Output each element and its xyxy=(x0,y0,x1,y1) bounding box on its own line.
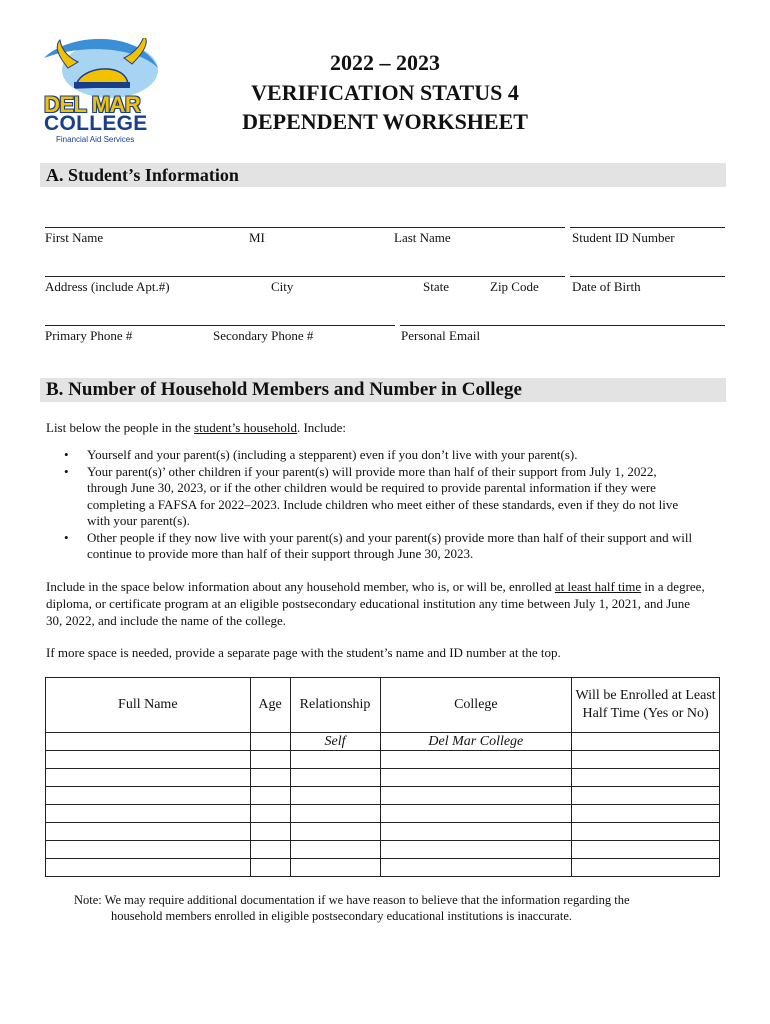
relationship-cell[interactable] xyxy=(290,841,380,859)
name-line[interactable] xyxy=(45,227,565,228)
full-name-cell[interactable] xyxy=(46,751,251,769)
relationship-cell[interactable] xyxy=(290,805,380,823)
dob-line[interactable] xyxy=(570,276,725,277)
bullet-icon: • xyxy=(64,463,69,479)
full-name-cell[interactable] xyxy=(46,733,251,751)
full-name-cell[interactable] xyxy=(46,769,251,787)
zip-label: Zip Code xyxy=(490,279,539,294)
section-b-header xyxy=(40,378,726,402)
list-item: • Yourself and your parent(s) (including a stepparent) even if you don’t live with your parent(s). xyxy=(64,447,578,462)
section-b-title: B. Number of Household Members and Number in College xyxy=(46,379,522,400)
enrolled-cell[interactable] xyxy=(572,805,720,823)
section-a-title: A. Student’s Information xyxy=(46,165,239,185)
enrollment-paragraph: Include in the space below information about any household member, who is, or will be, enrolled at least half time in a degree, diploma, or certificate program at an eligible postsecondary educational institution any time between July 1, 2021, and June 30, 2022, and include the name of the college. xyxy=(46,579,705,628)
title-line-3: DEPENDENT WORKSHEET xyxy=(242,109,528,134)
table-row xyxy=(46,787,720,805)
age-cell[interactable] xyxy=(250,733,290,751)
list-item: • Other people if they now live with your parent(s) and your parent(s) provide more than half of their support and will continue to provide more than half of their support through June 30, 2023. xyxy=(64,529,693,561)
more-space-paragraph: If more space is needed, provide a separate page with the student’s name and ID number at the top. xyxy=(46,645,561,660)
student-id-label: Student ID Number xyxy=(572,230,675,245)
bullet-icon: • xyxy=(64,447,69,462)
dob-label: Date of Birth xyxy=(572,279,641,294)
age-cell[interactable] xyxy=(250,841,290,859)
table-row xyxy=(46,805,720,823)
title-year: 2022 – 2023 xyxy=(330,50,440,75)
full-name-cell[interactable] xyxy=(46,841,251,859)
address-label: Address (include Apt.#) xyxy=(45,279,170,294)
age-cell[interactable] xyxy=(250,805,290,823)
college-cell[interactable]: Del Mar College xyxy=(380,733,572,751)
relationship-cell[interactable] xyxy=(290,769,380,787)
table-row xyxy=(46,859,720,877)
at-least-half-time-link: at least half time xyxy=(554,579,642,594)
header-relationship: Relationship xyxy=(290,678,380,733)
table-row xyxy=(46,751,720,769)
age-cell[interactable] xyxy=(250,769,290,787)
full-name-cell[interactable] xyxy=(46,823,251,841)
college-cell[interactable] xyxy=(380,841,572,859)
title-line-2: VERIFICATION STATUS 4 xyxy=(251,80,519,105)
note-line-2: household members enrolled in eligible postsecondary educational institutions is inaccurate. xyxy=(111,909,572,923)
age-cell[interactable] xyxy=(250,751,290,769)
enrolled-cell[interactable] xyxy=(572,787,720,805)
household-table xyxy=(45,677,720,877)
enrolled-cell[interactable] xyxy=(572,751,720,769)
enrolled-cell[interactable] xyxy=(572,733,720,751)
header-age: Age xyxy=(250,678,290,733)
relationship-cell[interactable] xyxy=(290,823,380,841)
primary-phone-label: Primary Phone # xyxy=(45,328,133,343)
bullet-icon: • xyxy=(64,529,69,545)
age-cell[interactable] xyxy=(250,787,290,805)
college-cell[interactable] xyxy=(380,805,572,823)
age-cell[interactable] xyxy=(250,823,290,841)
email-line[interactable] xyxy=(400,325,725,326)
table-row xyxy=(46,841,720,859)
college-cell[interactable] xyxy=(380,769,572,787)
enrolled-cell[interactable] xyxy=(572,823,720,841)
list-item: • Your parent(s)’ other children if your parent(s) will provide more than half of their support from July 1, 2022, through June 30, 2023, or if the other children would be required to provide parental information if they were completing a FAFSA for 2022–2023. Include children who meet either of these standards, even if they do not live with your parent(s). xyxy=(64,463,679,528)
first-name-label: First Name xyxy=(45,230,104,245)
relationship-cell[interactable] xyxy=(290,787,380,805)
table-header-row xyxy=(46,678,720,733)
relationship-cell[interactable] xyxy=(290,859,380,877)
college-cell[interactable] xyxy=(380,751,572,769)
city-label: City xyxy=(271,279,294,294)
full-name-cell[interactable] xyxy=(46,859,251,877)
household-intro: List below the people in the student’s household. Include: xyxy=(46,420,347,435)
college-cell[interactable] xyxy=(380,787,572,805)
college-cell[interactable] xyxy=(380,823,572,841)
relationship-cell[interactable] xyxy=(290,751,380,769)
secondary-phone-label: Secondary Phone # xyxy=(213,328,314,343)
age-cell[interactable] xyxy=(250,859,290,877)
college-cell[interactable] xyxy=(380,859,572,877)
enrolled-cell[interactable] xyxy=(572,859,720,877)
logo-line-1: DEL MAR xyxy=(44,92,141,117)
state-label: State xyxy=(423,279,449,294)
section-a-header xyxy=(40,163,726,187)
mi-label: MI xyxy=(249,230,265,245)
phone-line[interactable] xyxy=(45,325,395,326)
email-label: Personal Email xyxy=(401,328,481,343)
include-list xyxy=(46,447,696,563)
header-enrolled: Will be Enrolled at Least Half Time (Yes or No) xyxy=(572,678,720,733)
relationship-cell[interactable]: Self xyxy=(290,733,380,751)
header-college: College xyxy=(380,678,572,733)
table-row xyxy=(46,823,720,841)
table-row xyxy=(46,769,720,787)
full-name-cell[interactable] xyxy=(46,787,251,805)
full-name-cell[interactable] xyxy=(46,805,251,823)
student-id-line[interactable] xyxy=(570,227,725,228)
table-row xyxy=(46,733,720,751)
students-household-link: student’s household xyxy=(194,420,297,435)
last-name-label: Last Name xyxy=(394,230,451,245)
logo-line-3: Financial Aid Services xyxy=(56,135,135,144)
address-line[interactable] xyxy=(45,276,565,277)
enrolled-cell[interactable] xyxy=(572,841,720,859)
enrolled-cell[interactable] xyxy=(572,769,720,787)
header-full-name: Full Name xyxy=(46,678,251,733)
note-line-1: Note: We may require additional documentation if we have reason to believe that the information regarding the xyxy=(74,893,630,907)
logo-line-2: COLLEGE xyxy=(44,112,148,135)
